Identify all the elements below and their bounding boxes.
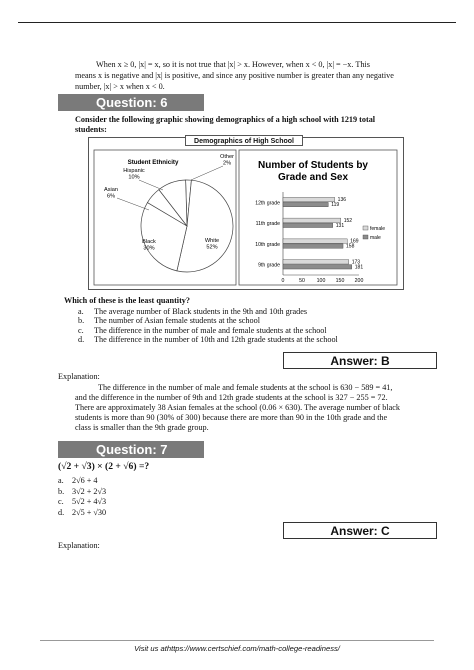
- bar-x-tick-label: 150: [335, 278, 345, 284]
- legend-swatch-male: [363, 235, 368, 239]
- figure-title: Demographics of High School: [185, 135, 303, 146]
- q7-option-d[interactable]: [58, 508, 106, 519]
- option-text: 3√2 + 2√3: [72, 486, 107, 496]
- bar-male-12th-grade: [283, 202, 328, 206]
- bar-x-tick-label: 50: [299, 278, 305, 284]
- option-letter: c.: [78, 325, 84, 335]
- pie-label-asian: Asian 6%: [104, 187, 118, 200]
- footer-link[interactable]: Visit us athttps://www.certschief.com/math-college-readiness/: [134, 644, 340, 653]
- bar-data-label: 169: [350, 238, 359, 245]
- top-rule: [18, 22, 456, 23]
- q6-options: [78, 307, 338, 345]
- demographics-charts: [89, 138, 403, 289]
- footer-rule: [40, 640, 434, 641]
- q6-prompt-line-1: Consider the following graphic showing demographics of a high school with 1219 total: [75, 115, 376, 124]
- option-text: The difference in the number of 10th and 12th grade students at the school: [94, 335, 338, 345]
- legend-swatch-female: [363, 226, 368, 230]
- bar-data-label: 152: [343, 217, 353, 224]
- bar-male-9th-grade: [283, 265, 352, 269]
- bar-data-label: 173: [351, 259, 361, 266]
- q6-explanation-label: Explanation:: [58, 372, 100, 381]
- q6-explanation-line-3: There are approximately 38 Asian females at the school (0.06 × 630). The average number of black: [75, 403, 401, 412]
- intro-line-1: When x ≥ 0, |x| = x, so it is not true that |x| > x. However, when x < 0, |x| = −x. This: [96, 60, 370, 69]
- bar-female-10th-grade: [283, 239, 347, 243]
- q7-option-c[interactable]: [58, 497, 106, 508]
- q6-option-c[interactable]: [78, 326, 338, 335]
- pie-leader-hispanic: [139, 180, 163, 190]
- bar-title-line-1: Number of Students by: [257, 160, 369, 171]
- q6-question: Which of these is the least quantity?: [64, 296, 190, 305]
- intro-line-2: means x is negative and |x| is positive, and since any positive number is greater than any negative: [75, 71, 394, 80]
- option-letter: a.: [58, 476, 64, 485]
- bar-female-12th-grade: [283, 197, 335, 201]
- bar-category-label: 9th grade: [258, 262, 280, 269]
- option-text: The average number of Black students in the 9th and 10th grades: [94, 307, 308, 316]
- pie-label-hispanic: Hispanic 10%: [123, 168, 145, 181]
- q7-explanation-label: Explanation:: [58, 541, 100, 550]
- option-text: 2√6 + 4: [72, 476, 98, 485]
- pie-label-white: White 52%: [204, 238, 220, 251]
- bar-data-label: 158: [346, 243, 355, 250]
- bar-x-tick-label: 100: [316, 278, 326, 284]
- option-text: 2√5 + √30: [72, 507, 107, 517]
- bar-x-tick-label: 0: [281, 278, 285, 284]
- option-letter: b.: [58, 486, 65, 496]
- bar-category-label: 10th grade: [255, 241, 280, 248]
- q7-option-a[interactable]: [58, 476, 106, 487]
- bar-title-line-2: Grade and Sex: [277, 172, 349, 183]
- option-letter: b.: [78, 316, 85, 326]
- pie-leader-asian: [117, 198, 149, 210]
- question-6-header: Question: 6: [58, 94, 204, 111]
- bar-data-label: 181: [354, 264, 364, 271]
- q6-explanation-line-1: The difference in the number of male and female students at the school is 630 − 589 = 41,: [98, 383, 393, 392]
- bar-female-11th-grade: [283, 218, 341, 222]
- question-7-header: Question: 7: [58, 441, 204, 458]
- pie-label-other: Other 2%: [220, 154, 234, 167]
- demographics-figure: [88, 137, 404, 290]
- bar-male-11th-grade: [283, 223, 333, 227]
- q7-answer-box: Answer: C: [283, 522, 437, 539]
- pie-leader-other: [191, 166, 223, 180]
- option-text: 5√2 + 4√3: [72, 497, 107, 507]
- bar-category-label: 12th grade: [255, 200, 280, 207]
- q6-answer-box: Answer: B: [283, 352, 437, 369]
- q7-prompt: (√2 + √3) × (2 + √6) =?: [58, 461, 150, 472]
- bar-male-10th-grade: [283, 244, 343, 248]
- bar-data-label: 136: [337, 197, 347, 204]
- option-letter: a.: [78, 307, 84, 316]
- q7-options: [58, 476, 106, 518]
- legend-label-female: female: [370, 226, 386, 232]
- option-text: The difference in the number of male and female students at the school: [94, 325, 327, 335]
- intro-line-3: number, |x| > x when x < 0.: [75, 82, 165, 91]
- option-text: The number of Asian female students at the school: [94, 316, 260, 326]
- q6-option-b[interactable]: [78, 316, 338, 325]
- q6-explanation-line-5: class is smaller than the 9th grade group.: [75, 423, 209, 432]
- option-letter: c.: [58, 497, 64, 507]
- bar-data-label: 131: [335, 222, 345, 229]
- bar-female-9th-grade: [283, 260, 349, 264]
- bar-data-label: 119: [331, 202, 340, 209]
- option-letter: d.: [58, 507, 65, 517]
- q6-option-d[interactable]: [78, 335, 338, 344]
- bar-category-label: 11th grade: [255, 221, 280, 228]
- q6-prompt-line-2: students:: [75, 125, 107, 134]
- option-letter: d.: [78, 335, 85, 345]
- legend-label-male: male: [370, 235, 381, 241]
- pie-label-black: Black 30%: [142, 239, 156, 252]
- bar-x-tick-label: 200: [354, 278, 364, 284]
- q6-explanation-line-2: and the difference in the number of 9th and 12th grade students at the school is 327 − 255 = 72.: [75, 393, 388, 402]
- q6-option-a[interactable]: [78, 307, 338, 316]
- pie-title: Student Ethnicity: [127, 159, 179, 166]
- q7-option-b[interactable]: [58, 487, 106, 498]
- q6-explanation-line-4: students is more than 90 (30% of 300) because there are more than 90 in the 10th grade and the: [75, 413, 388, 422]
